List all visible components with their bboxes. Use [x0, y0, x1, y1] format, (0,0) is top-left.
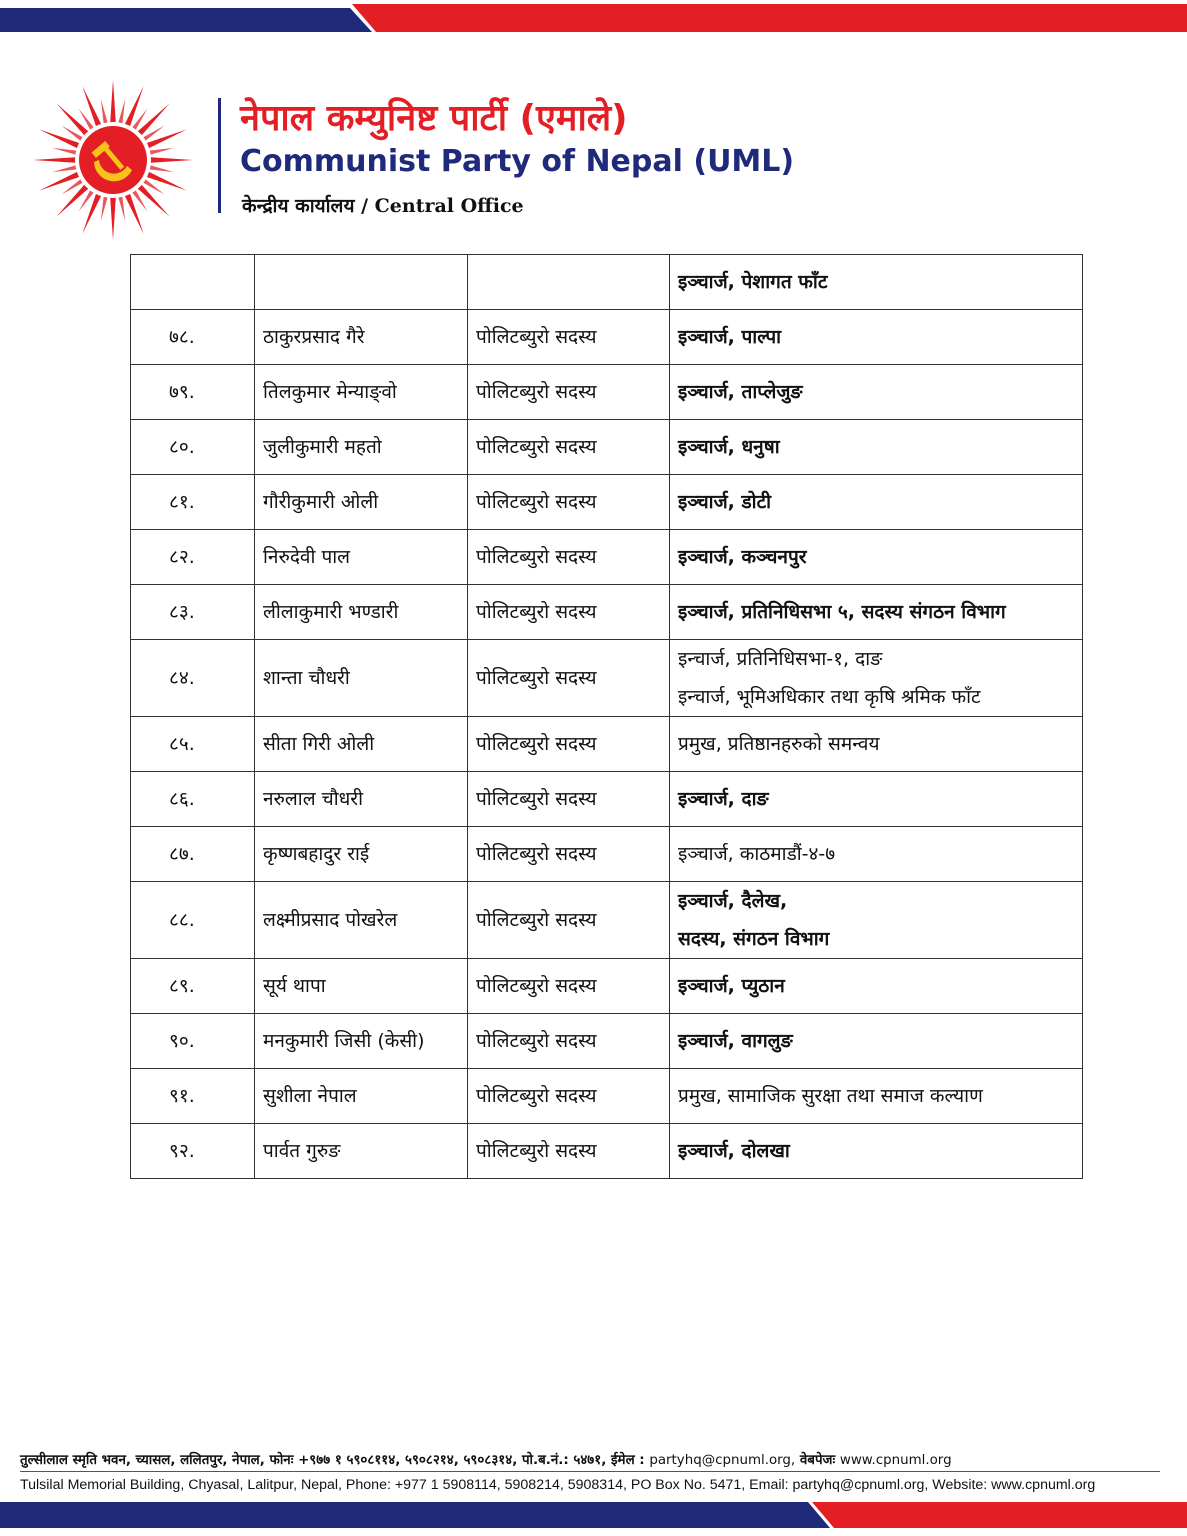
serial-number-cell: ८५.	[131, 717, 255, 772]
responsibility-cell	[670, 827, 1083, 882]
party-title-english: Communist Party of Nepal (UML)	[240, 144, 795, 179]
member-name-cell: ठाकुरप्रसाद गैरे	[255, 310, 468, 365]
member-name-cell: जुलीकुमारी महतो	[255, 420, 468, 475]
member-table	[130, 254, 1083, 1179]
responsibility-line: इञ्चार्ज, धनुषा	[678, 436, 780, 458]
member-name-cell: शान्ता चौधरी	[255, 640, 468, 717]
responsibility-line: इञ्चार्ज, दैलेख,	[678, 890, 788, 912]
position-cell: पोलिटब्युरो सदस्य	[468, 882, 670, 959]
footer-address-english: Tulsilal Memorial Building, Chyasal, Lalitpur, Nepal, Phone: +977 1 5908114, 5908214, 5908314, PO Box No. 5471, Email: partyhq@cpnuml.org, Website: www.cpnuml.org	[20, 1477, 1096, 1493]
serial-number-cell: ८२.	[131, 530, 255, 585]
office-subtitle	[242, 192, 524, 218]
responsibility-line: इञ्चार्ज, डोटी	[678, 491, 772, 513]
serial-number-cell: ८९.	[131, 959, 255, 1014]
table-row	[131, 827, 1083, 882]
responsibility-cell	[670, 530, 1083, 585]
responsibility-line: इञ्चार्ज, प्रतिनिधिसभा ५, सदस्य संगठन विभाग	[678, 601, 1006, 623]
responsibility-cell	[670, 959, 1083, 1014]
table-row	[131, 475, 1083, 530]
serial-number-cell: ७८.	[131, 310, 255, 365]
responsibility-cell	[670, 1014, 1083, 1069]
serial-number-cell: ८१.	[131, 475, 255, 530]
position-cell: पोलिटब्युरो सदस्य	[468, 827, 670, 882]
responsibility-line: इञ्चार्ज, दाङ	[678, 788, 769, 810]
footer-rule	[20, 1471, 1160, 1472]
serial-number-cell: ९०.	[131, 1014, 255, 1069]
table-row	[131, 882, 1083, 959]
responsibility-line: इञ्चार्ज, ताप्लेजुङ	[678, 381, 803, 403]
member-name-cell: सीता गिरी ओली	[255, 717, 468, 772]
member-name-cell: मनकुमारी जिसी (केसी)	[255, 1014, 468, 1069]
table-row	[131, 310, 1083, 365]
footer-address-nepali	[20, 1450, 952, 1468]
responsibility-cell	[670, 640, 1083, 717]
table-row	[131, 255, 1083, 310]
serial-number-cell: ८७.	[131, 827, 255, 882]
office-separator: /	[361, 195, 369, 217]
serial-number-cell: ८८.	[131, 882, 255, 959]
table-row	[131, 1069, 1083, 1124]
member-table-body	[131, 255, 1083, 1179]
position-cell: पोलिटब्युरो सदस्य	[468, 959, 670, 1014]
responsibility-line: सदस्य, संगठन विभाग	[678, 928, 830, 950]
member-name-cell: नरुलाल चौधरी	[255, 772, 468, 827]
party-title-nepali: नेपाल कम्युनिष्ट पार्टी (एमाले)	[240, 98, 628, 139]
position-cell: पोलिटब्युरो सदस्य	[468, 772, 670, 827]
member-name-cell: गौरीकुमारी ओली	[255, 475, 468, 530]
responsibility-cell	[670, 717, 1083, 772]
responsibility-line: इन्चार्ज, प्रतिनिधिसभा-१, दाङ	[678, 648, 883, 670]
position-cell: पोलिटब्युरो सदस्य	[468, 1124, 670, 1179]
member-name-cell	[255, 255, 468, 310]
footer-np-web-label: वेबपेजः	[799, 1453, 836, 1468]
position-cell: पोलिटब्युरो सदस्य	[468, 475, 670, 530]
header-divider	[218, 98, 221, 213]
responsibility-cell	[670, 772, 1083, 827]
footer-np-web: www.cpnuml.org	[839, 1453, 952, 1468]
responsibility-cell	[670, 365, 1083, 420]
position-cell: पोलिटब्युरो सदस्य	[468, 530, 670, 585]
top-color-band	[0, 4, 1187, 34]
responsibility-line: इञ्चार्ज, कञ्चनपुर	[678, 546, 807, 568]
office-english: Central Office	[374, 195, 524, 217]
serial-number-cell: ८६.	[131, 772, 255, 827]
responsibility-cell	[670, 310, 1083, 365]
position-cell	[468, 255, 670, 310]
position-cell: पोलिटब्युरो सदस्य	[468, 365, 670, 420]
member-name-cell: निरुदेवी पाल	[255, 530, 468, 585]
serial-number-cell: ८३.	[131, 585, 255, 640]
table-row	[131, 530, 1083, 585]
responsibility-line: इञ्चार्ज, काठमाडौं-४-७	[678, 843, 836, 865]
responsibility-cell	[670, 585, 1083, 640]
responsibility-line: इञ्चार्ज, दोलखा	[678, 1140, 790, 1162]
member-name-cell: सुशीला नेपाल	[255, 1069, 468, 1124]
position-cell: पोलिटब्युरो सदस्य	[468, 717, 670, 772]
member-name-cell: लक्ष्मीप्रसाद पोखरेल	[255, 882, 468, 959]
position-cell: पोलिटब्युरो सदस्य	[468, 585, 670, 640]
serial-number-cell: ८४.	[131, 640, 255, 717]
serial-number-cell: ७९.	[131, 365, 255, 420]
position-cell: पोलिटब्युरो सदस्य	[468, 1014, 670, 1069]
serial-number-cell: ८०.	[131, 420, 255, 475]
responsibility-line: इञ्चार्ज, प्युठान	[678, 975, 785, 997]
position-cell: पोलिटब्युरो सदस्य	[468, 420, 670, 475]
responsibility-line: इन्चार्ज, भूमिअधिकार तथा कृषि श्रमिक फाँट	[678, 686, 981, 708]
table-row	[131, 365, 1083, 420]
office-nepali: केन्द्रीय कार्यालय	[242, 195, 355, 217]
responsibility-line: प्रमुख, सामाजिक सुरक्षा तथा समाज कल्याण	[678, 1085, 983, 1107]
table-row	[131, 717, 1083, 772]
member-name-cell: लीलाकुमारी भण्डारी	[255, 585, 468, 640]
table-row	[131, 1014, 1083, 1069]
table-row	[131, 420, 1083, 475]
responsibility-cell	[670, 1124, 1083, 1179]
hammer-sickle-sun-emblem-icon	[28, 80, 198, 240]
position-cell: पोलिटब्युरो सदस्य	[468, 310, 670, 365]
position-cell: पोलिटब्युरो सदस्य	[468, 640, 670, 717]
responsibility-line: प्रमुख, प्रतिष्ठानहरुको समन्वय	[678, 733, 880, 755]
table-row	[131, 772, 1083, 827]
position-cell: पोलिटब्युरो सदस्य	[468, 1069, 670, 1124]
responsibility-line: इञ्चार्ज, पेशागत फाँट	[678, 271, 828, 293]
table-row	[131, 640, 1083, 717]
serial-number-cell: ९१.	[131, 1069, 255, 1124]
table-row	[131, 1124, 1083, 1179]
responsibility-cell	[670, 1069, 1083, 1124]
member-name-cell: तिलकुमार मेन्याङ्वो	[255, 365, 468, 420]
member-name-cell: कृष्णबहादुर राई	[255, 827, 468, 882]
member-name-cell: पार्वत गुरुङ	[255, 1124, 468, 1179]
table-row	[131, 959, 1083, 1014]
responsibility-cell	[670, 255, 1083, 310]
responsibility-line: इञ्चार्ज, पाल्पा	[678, 326, 782, 348]
footer-np-address: तुल्सीलाल स्मृति भवन, च्यासल, ललितपुर, नेपाल, फोनः +९७७ १ ५९०८११४, ५९०८२१४, ५९०८३१४, पो.ब.नं.: ५४७१, ईमेल :	[20, 1453, 645, 1468]
footer-np-email: partyhq@cpnuml.org,	[649, 1453, 796, 1468]
responsibility-cell	[670, 882, 1083, 959]
serial-number-cell: ९२.	[131, 1124, 255, 1179]
bottom-color-band	[0, 1500, 1187, 1530]
serial-number-cell	[131, 255, 255, 310]
responsibility-cell	[670, 420, 1083, 475]
responsibility-cell	[670, 475, 1083, 530]
responsibility-line: इञ्चार्ज, वागलुङ	[678, 1030, 793, 1052]
table-row	[131, 585, 1083, 640]
member-name-cell: सूर्य थापा	[255, 959, 468, 1014]
